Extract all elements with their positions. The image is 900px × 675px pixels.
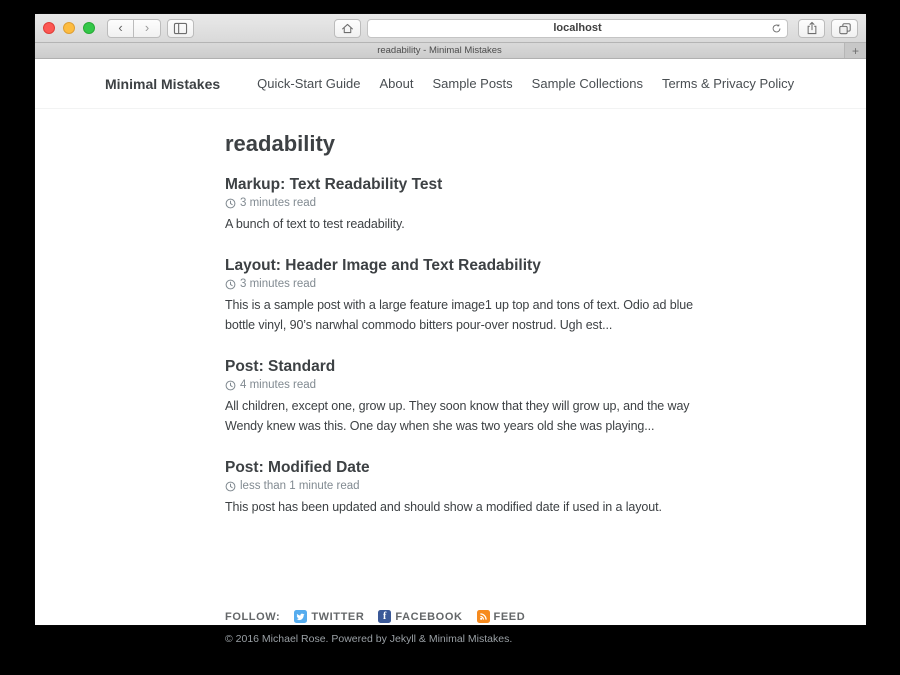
read-time: 3 minutes read xyxy=(240,197,317,209)
forward-button[interactable] xyxy=(134,19,161,38)
clock-icon xyxy=(225,198,236,209)
masthead xyxy=(35,59,866,109)
follow-row xyxy=(225,610,866,623)
nav-item-sample-posts[interactable]: Sample Posts xyxy=(432,76,513,91)
facebook-link[interactable] xyxy=(378,610,462,623)
post-excerpt: All children, except one, grow up. They soon know that they will grow up, and the way Wendy knew was this. One day when she was two years old she was playing... xyxy=(225,399,690,433)
archive-content xyxy=(35,109,695,517)
address-bar[interactable] xyxy=(367,19,788,38)
post-title-link[interactable]: Layout: Header Image and Text Readability xyxy=(225,257,541,274)
tab-bar xyxy=(35,43,866,59)
feed-link[interactable] xyxy=(477,610,526,623)
active-tab[interactable] xyxy=(35,43,844,58)
nav-item-quick-start-guide[interactable]: Quick-Start Guide xyxy=(257,76,361,91)
read-time: 3 minutes read xyxy=(240,278,317,290)
feed-label: FEED xyxy=(493,610,526,623)
refresh-icon xyxy=(771,23,782,34)
post-meta xyxy=(225,379,695,391)
chevron-left-icon: ‹ xyxy=(118,20,123,35)
post-title-link[interactable]: Post: Modified Date xyxy=(225,459,370,476)
close-window-button[interactable] xyxy=(43,22,55,34)
home-icon xyxy=(341,22,354,35)
share-button[interactable] xyxy=(798,19,825,38)
browser-window xyxy=(35,14,866,645)
clock-icon xyxy=(225,481,236,492)
back-button[interactable] xyxy=(107,19,134,38)
post-meta xyxy=(225,278,695,290)
zoom-window-button[interactable] xyxy=(83,22,95,34)
twitter-icon xyxy=(294,610,307,623)
post-excerpt: This post has been updated and should show a modified date if used in a layout. xyxy=(225,500,662,514)
post-excerpt: This is a sample post with a large feature image1 up top and tons of text. Odio ad blue bottle vinyl, 90’s narwhal commodo bitters pour-over nostrud. Ugh est... xyxy=(225,298,693,332)
nav-item-sample-collections[interactable]: Sample Collections xyxy=(531,76,643,91)
tab-title: readability - Minimal Mistakes xyxy=(377,45,502,56)
read-time: 4 minutes read xyxy=(240,379,317,391)
nav-item-terms-privacy[interactable]: Terms & Privacy Policy xyxy=(661,76,795,91)
copyright-text: © 2016 Michael Rose. Powered by Jekyll & Minimal Mistakes. xyxy=(225,633,513,645)
history-nav xyxy=(107,19,161,38)
post-title-link[interactable]: Markup: Text Readability Test xyxy=(225,176,443,193)
sidebar-button[interactable] xyxy=(167,19,194,38)
sidebar-icon xyxy=(173,22,188,35)
tabs-overview-icon xyxy=(838,22,852,35)
nav-item-about[interactable]: About xyxy=(379,76,414,91)
clock-icon xyxy=(225,279,236,290)
read-time: less than 1 minute read xyxy=(240,480,360,492)
plus-icon: + xyxy=(851,43,859,58)
chevron-right-icon: › xyxy=(144,20,150,35)
twitter-label: TWITTER xyxy=(311,610,365,623)
site-title-link[interactable]: Minimal Mistakes xyxy=(105,75,221,92)
post-meta xyxy=(225,480,695,492)
twitter-link[interactable] xyxy=(294,610,364,623)
tabs-overview-button[interactable] xyxy=(831,19,858,38)
post-title-link[interactable]: Post: Standard xyxy=(225,358,336,375)
site-footer xyxy=(35,540,866,645)
follow-label: FOLLOW: xyxy=(225,610,281,623)
refresh-button[interactable] xyxy=(769,22,783,36)
facebook-label: FACEBOOK xyxy=(395,610,463,623)
facebook-icon: f xyxy=(378,610,391,623)
post-item xyxy=(225,176,695,234)
new-tab-button[interactable] xyxy=(844,43,866,58)
post-meta xyxy=(225,197,695,209)
post-item xyxy=(225,459,695,517)
post-excerpt: A bunch of text to test readability. xyxy=(225,217,405,231)
toolbar-right-buttons xyxy=(798,19,858,38)
share-icon xyxy=(806,21,818,35)
minimize-window-button[interactable] xyxy=(63,22,75,34)
url-text: localhost xyxy=(553,22,602,34)
post-item xyxy=(225,358,695,436)
site-nav xyxy=(257,76,794,91)
page-title: readability xyxy=(225,131,336,156)
rss-icon xyxy=(477,610,490,623)
browser-toolbar xyxy=(35,14,866,43)
home-button[interactable] xyxy=(334,19,361,38)
clock-icon xyxy=(225,380,236,391)
web-page xyxy=(35,59,866,645)
address-area xyxy=(204,19,788,38)
window-controls xyxy=(43,22,95,34)
post-item xyxy=(225,257,695,335)
